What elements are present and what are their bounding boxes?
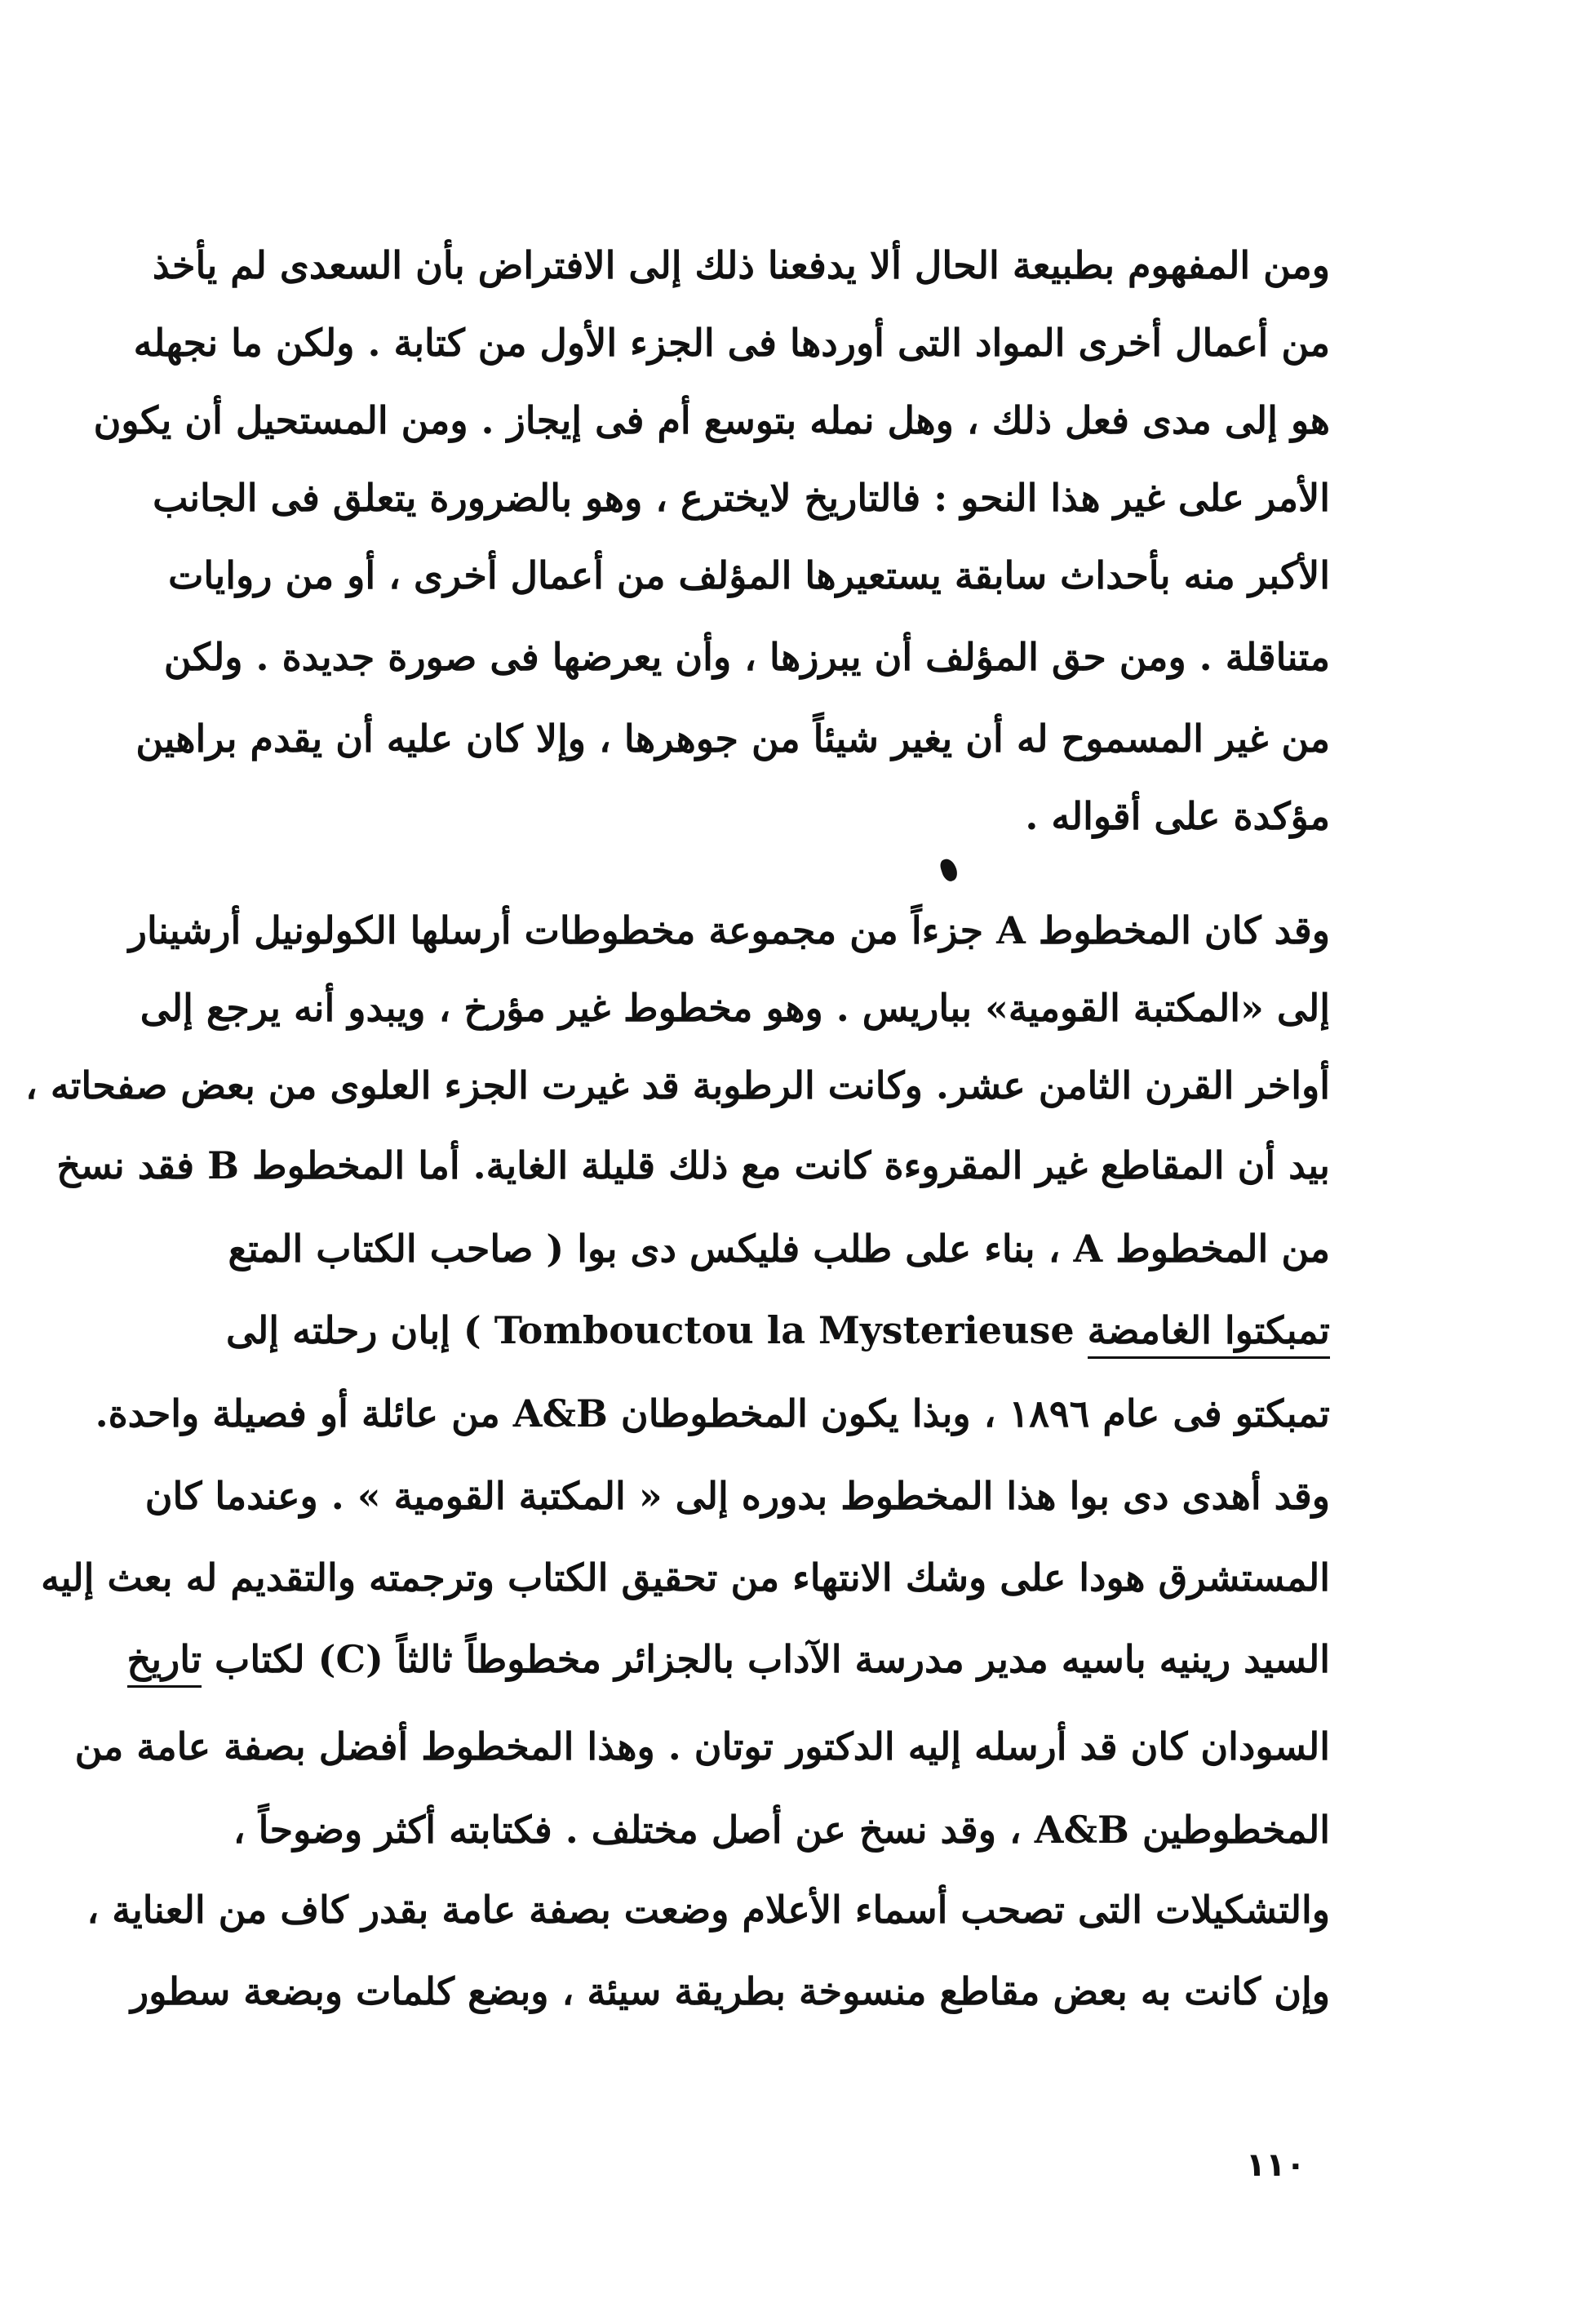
paragraph2-line-5: من المخطوط A ، بناء على طلب فليكس دى بوا ( صاحب الكتاب المتع [228,1227,1330,1271]
paragraph2-line-13: والتشكيلات التى تصحب أسماء الأعلام وضعت بصفة عامة بقدر كاف من العناية ، [86,1888,1330,1932]
paragraph2-line-12: المخطوطين A&B ، وقد نسخ عن أصل مختلف . فكتابته أكثر وضوحاً ، [233,1808,1330,1852]
paragraph2-line-6 [225,1306,1330,1358]
paragraph1-line-8: مؤكدة على أقواله . [1025,794,1330,838]
book-title-arabic: تمبكتوا الغامضة [1088,1306,1330,1359]
paragraph2-line-9: المستشرق هودا على وشك الانتهاء من تحقيق الكتاب وترجمته والتقديم له بعث إليه [41,1555,1330,1600]
paragraph1-line-2: من أعمال أخرى المواد التى أوردها فى الجزء الأول من كتابة . ولكن ما نجهله [133,321,1330,365]
book-title-french: Tombouctou la Mysterieuse [494,1308,1075,1352]
ink-blot-mark [938,857,960,883]
paragraph1-line-7: من غير المسموح له أن يغير شيئاً من جوهرها ، وإلا كان عليه أن يقدم براهين [135,717,1330,761]
paragraph2-line-10 [126,1635,1330,1687]
paragraph2-line-6-end: ) إبان رحلته إلى [225,1308,481,1352]
paragraph2-line-4: بيد أن المقاطع غير المقروءة كانت مع ذلك قليلة الغاية. أما المخطوط B فقد نسخ [56,1143,1330,1187]
paragraph2-line-7: تمبكتو فى عام ١٨٩٦ ، وبذا يكون المخطوطان A&B من عائلة أو فصيلة واحدة. [95,1391,1330,1436]
paragraph2-line-2: إلى «المكتبة القومية» بباريس . وهو مخطوط غير مؤرخ ، ويبدو أنه يرجع إلى [140,986,1330,1030]
paragraph2-line-1 [128,906,1330,958]
paragraph2-line-8: وقد أهدى دى بوا هذا المخطوط بدوره إلى « المكتبة القومية » . وعندما كان [144,1474,1330,1518]
paragraph2-line-11: السودان كان قد أرسله إليه الدكتور توتان . وهذا المخطوط أفضل بصفة عامة من [74,1724,1330,1768]
paragraph2-line-10-main: السيد رينيه باسيه مدير مدرسة الآداب بالجزائر مخطوطاً ثالثاً (C) لكتاب [215,1637,1330,1681]
paragraph1-line-3: هو إلى مدى فعل ذلك ، وهل نمله بتوسع أم فى إيجاز . ومن المستحيل أن يكون [93,398,1330,442]
paragraph2-line-3: أواخر القرن الثامن عشر. وكانت الرطوبة قد غيرت الجزء العلوى من بعض صفحاته ، [25,1063,1330,1107]
paragraph1-line-1: ومن المفهوم بطبيعة الحال ألا يدفعنا ذلك إلى الافتراض بأن السعدى لم يأخذ [152,243,1330,287]
paragraph1-line-6: متناقلة . ومن حق المؤلف أن يبرزها ، وأن يعرضها فى صورة جديدة . ولكن [163,635,1330,679]
paragraph1-line-5: الأكبر منه بأحداث سابقة يستعيرها المؤلف من أعمال أخرى ، أو من روايات [168,553,1330,597]
underlined-word-tarikh: تاريخ [127,1635,202,1688]
page-number: ١١٠ [1245,2146,1306,2184]
paragraph2-line-14: وإن كانت به بعض مقاطع منسوخة بطريقة سيئة ، وبضع كلمات وبضعة سطور [130,1969,1330,2013]
paragraph1-line-4: الأمر على غير هذا النحو : فالتاريخ لايخترع ، وهو بالضرورة يتعلق فى الجانب [153,476,1330,520]
paragraph2-line-1-text: وقد كان المخطوط A جزءاً من مجموعة مخطوطات أرسلها الكولونيل أرشينار [128,908,1330,952]
